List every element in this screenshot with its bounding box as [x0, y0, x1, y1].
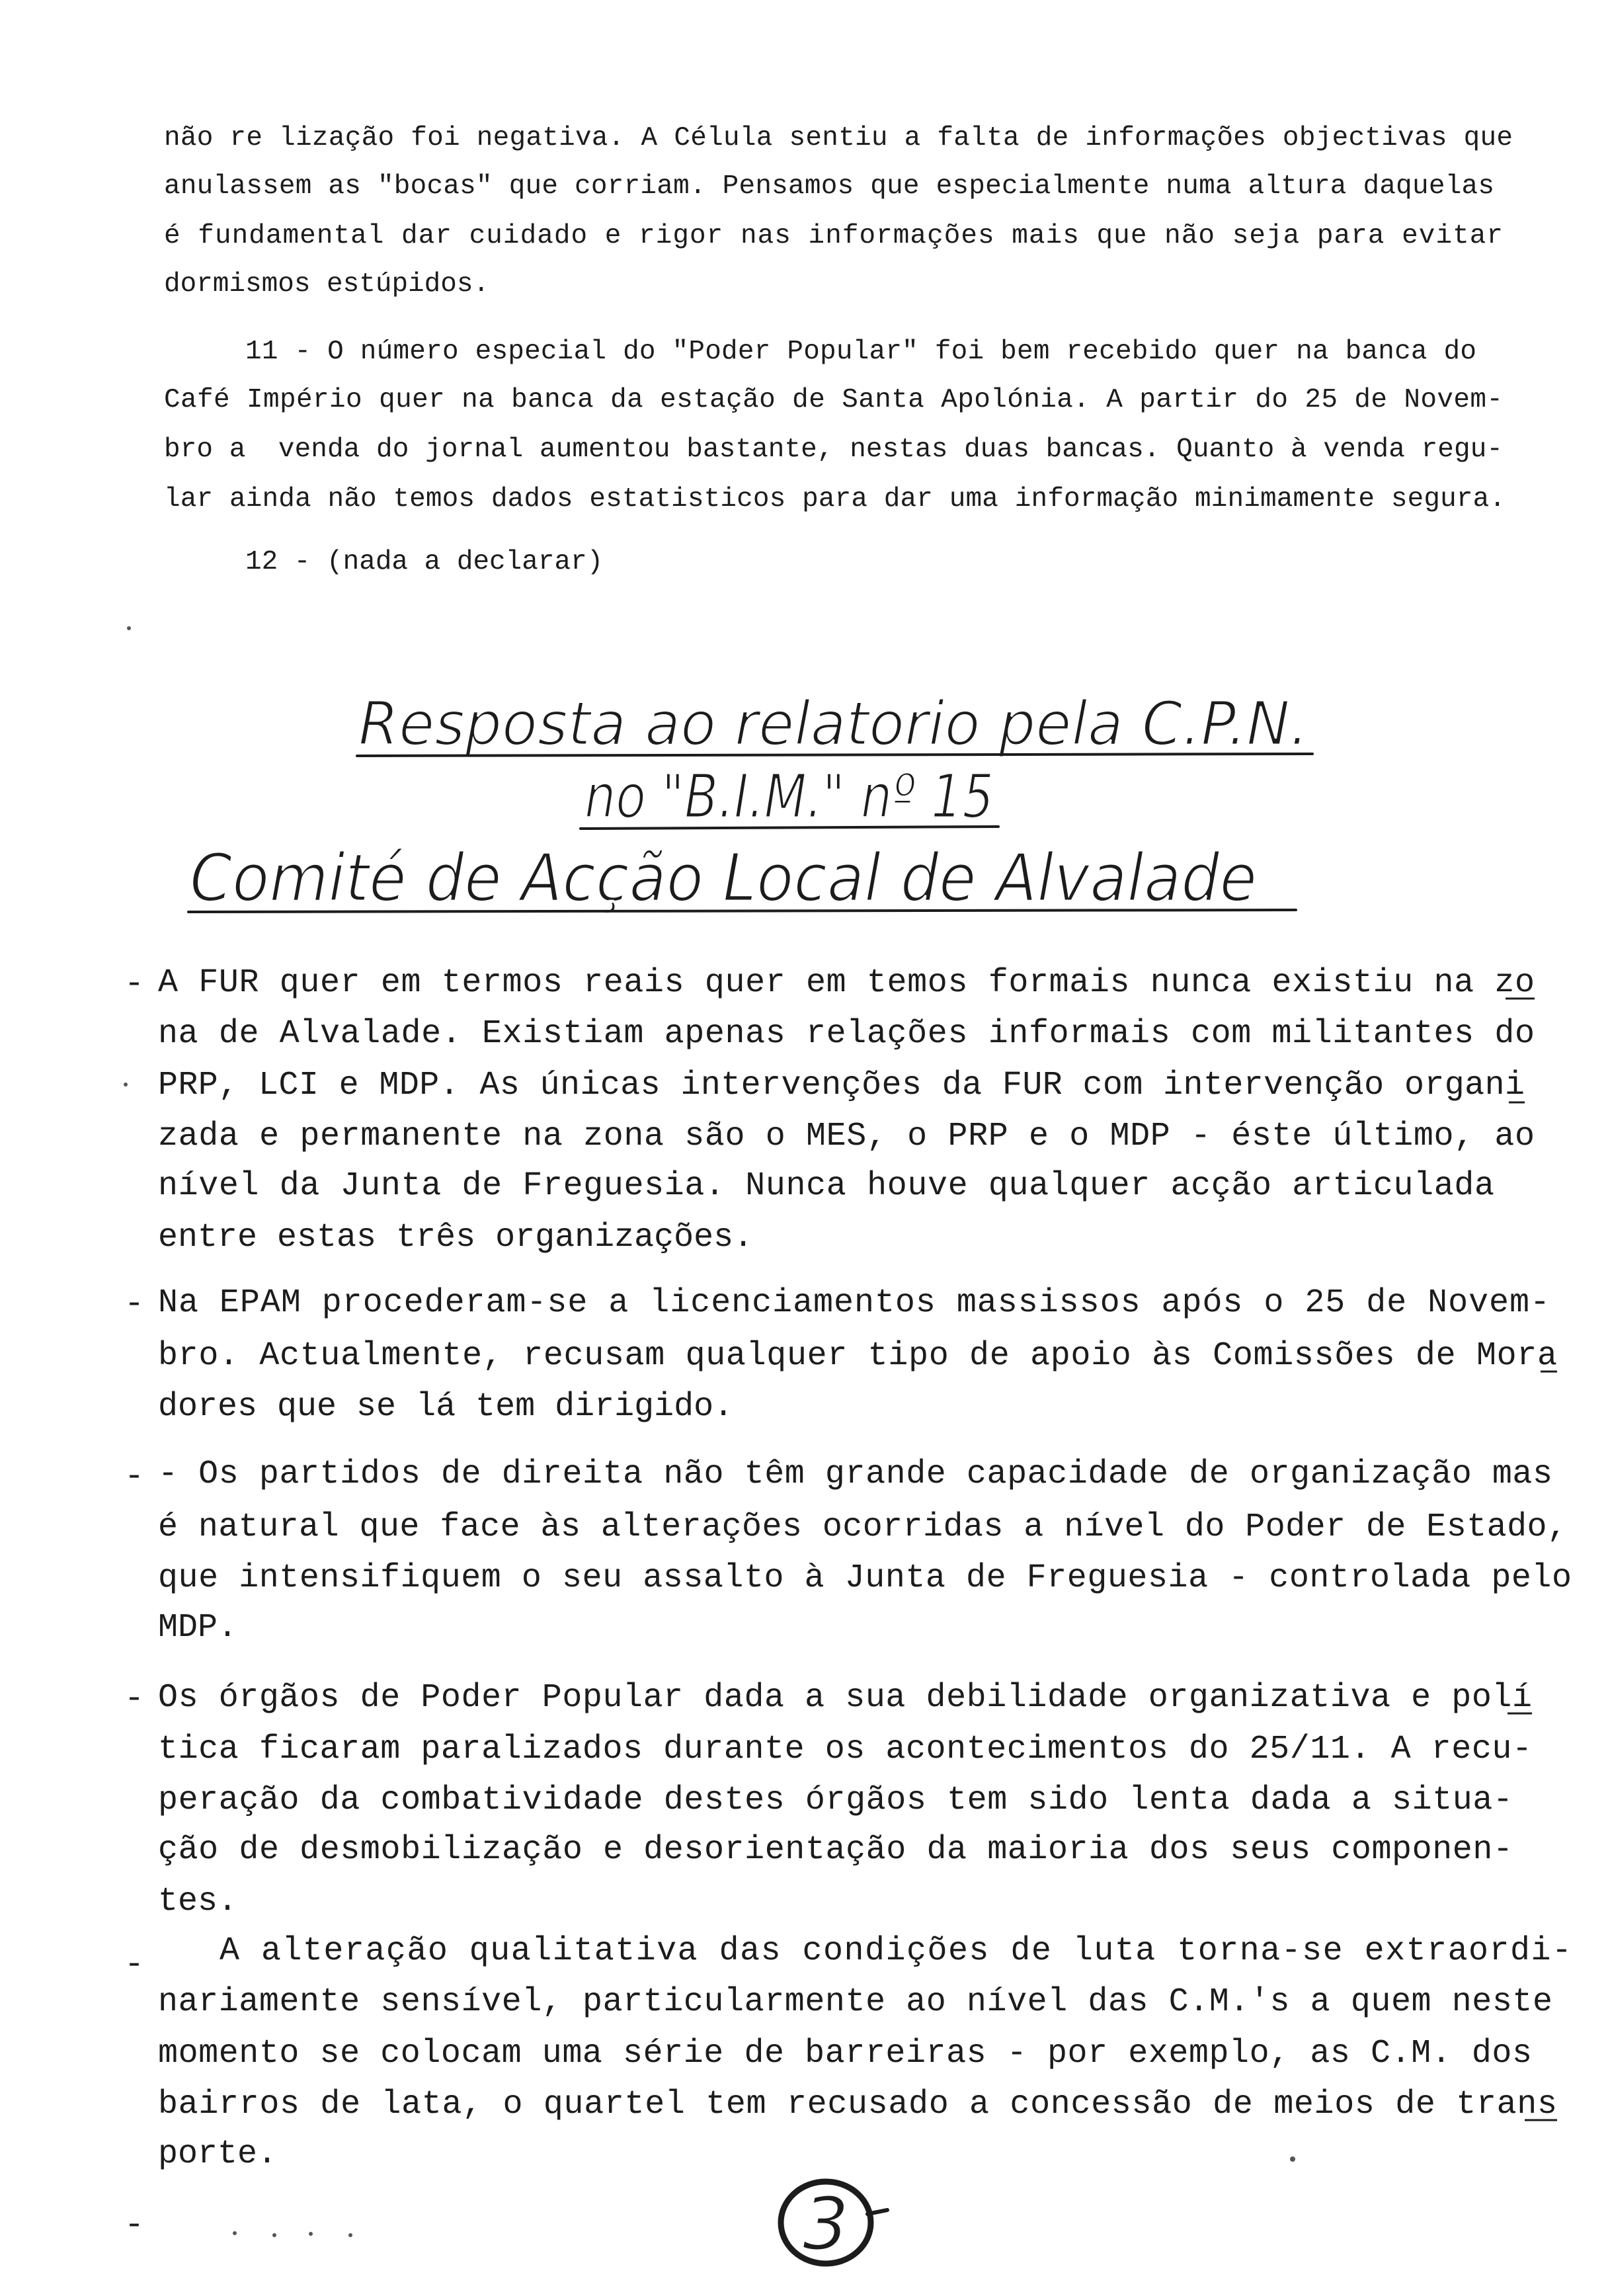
paragraph-line: bro a venda do jornal aumentou bastante, nestas duas bancas. Quanto à venda regu-: [164, 434, 1503, 465]
point-line: Na EPAM procederam-se a licenciamentos massissos após o 25 de Novem-: [158, 1284, 1550, 1322]
point-marker: -: [124, 1458, 145, 1496]
paragraph-line: é fundamental dar cuidado e rigor nas informações mais que não seja para evitar: [164, 221, 1503, 251]
speck: [233, 2231, 237, 2235]
item-11-paragraph: [164, 337, 1506, 514]
point-line: MDP.: [158, 1609, 238, 1647]
point-line: - Os partidos de direita não têm grande capacidade de organização mas: [158, 1456, 1552, 1493]
point-line: ção de desmobilização e desorientação da maioria dos seus componen-: [158, 1831, 1513, 1869]
point-line: bro. Actualmente, recusam qualquer tipo de apoio às Comissões de Mora: [158, 1337, 1557, 1375]
point-marker: -: [124, 1946, 145, 1984]
point-marker: -: [124, 1680, 145, 1718]
point-marker: -: [124, 1286, 145, 1323]
paragraph-line: 11 - O número especial do "Poder Popular" foi bem recebido quer na banca do: [245, 337, 1476, 367]
speck: [309, 2232, 313, 2236]
paragraph-line: dormismos estúpidos.: [164, 269, 490, 300]
point-line: é natural que face às alterações ocorridas a nível do Poder de Estado,: [158, 1508, 1567, 1546]
point-5: [124, 1932, 1572, 2173]
item-12-line: 12 - (nada a declarar): [245, 547, 604, 577]
point-line: peração da combatividade destes órgãos tem sido lenta dada a situa-: [158, 1782, 1513, 1819]
point-line: tica ficaram paralizados durante os acontecimentos do 25/11. A recu-: [158, 1731, 1532, 1768]
point-line: Os órgãos de Poder Popular dada a sua debilidade organizativa e polí: [158, 1679, 1532, 1717]
paragraph-line: anulassem as "bocas" que corriam. Pensamos que especialmente numa altura daquelas: [164, 171, 1494, 202]
speck: [124, 1083, 128, 1086]
page-number: 3: [803, 2182, 849, 2266]
point-line: tes.: [158, 1883, 238, 1920]
point-marker: -: [124, 965, 145, 1003]
handwritten-heading: [188, 688, 1312, 917]
speck: [1290, 2156, 1295, 2162]
page-footer: [124, 2182, 887, 2266]
point-line: porte.: [158, 2135, 278, 2173]
continuation-paragraph: [164, 123, 1513, 300]
heading-line-2: no "B.I.M." nº 15: [584, 761, 994, 832]
paragraph-line: Café Império quer na banca da estação de Santa Apolónia. A partir do 25 de Novem-: [164, 385, 1503, 415]
point-line: bairros de lata, o quartel tem recusado a concessão de meios de trans: [158, 2086, 1557, 2123]
heading-line-3: Comité de Acção Local de Alvalade: [190, 839, 1257, 917]
point-3: [124, 1456, 1572, 1647]
point-line: na de Alvalade. Existiam apenas relações informais com militantes do: [158, 1015, 1535, 1053]
point-line: A FUR quer em termos reais quer em temos formais nunca existiu na zo: [158, 964, 1535, 1002]
heading-line-1: Resposta ao relatorio pela C.P.N.: [358, 688, 1308, 759]
speck: [272, 2233, 276, 2237]
point-line: nariamente sensível, particularmente ao nível das C.M.'s a quem neste: [158, 1983, 1552, 2021]
paragraph-line: lar ainda não temos dados estatisticos para dar uma informação minimamente segura.: [164, 484, 1506, 514]
point-line: zada e permanente na zona são o MES, o PRP e o MDP - éste último, ao: [158, 1118, 1535, 1155]
margin-mark: -: [124, 2207, 145, 2244]
point-line: A alteração qualitativa das condições de luta torna-se extraordi-: [220, 1932, 1572, 1970]
speck: [127, 626, 131, 630]
speck: [348, 2233, 352, 2237]
point-line: dores que se lá tem dirigido.: [158, 1388, 734, 1426]
point-line: nível da Junta de Freguesia. Nunca houve qualquer acção articulada: [158, 1167, 1494, 1205]
point-1: [124, 964, 1535, 1256]
point-line: que intensifiquem o seu assalto à Junta de Freguesia - controlada pelo: [158, 1559, 1572, 1597]
paragraph-line: não re lização foi negativa. A Célula sentiu a falta de informações objectivas que: [164, 123, 1513, 153]
point-line: PRP, LCI e MDP. As únicas intervenções da FUR com intervenção organi: [158, 1067, 1525, 1104]
point-4: [124, 1679, 1532, 1920]
point-line: entre estas três organizações.: [158, 1219, 754, 1256]
point-2: [124, 1284, 1557, 1426]
point-line: momento se colocam uma série de barreiras - por exemplo, as C.M. dos: [158, 2035, 1532, 2072]
